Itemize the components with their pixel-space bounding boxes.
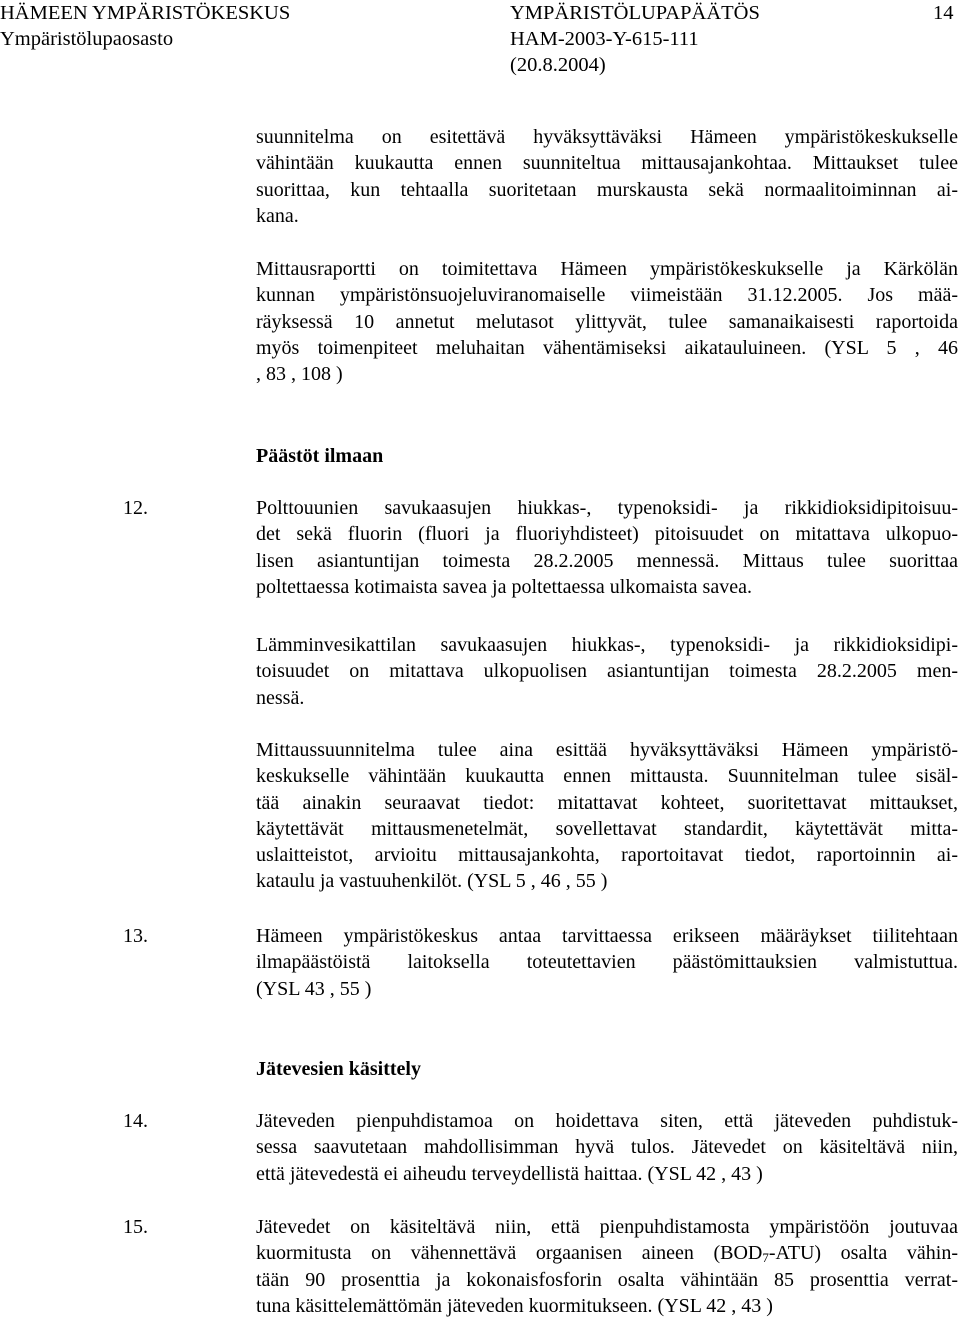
paragraph-measurement-plan xyxy=(256,124,958,229)
text-line: kataulu ja vastuuhenkilöt. (YSL 5 , 46 , 55 ) xyxy=(256,870,608,893)
header-document-type: YMPÄRISTÖLUPAPÄÄTÖS xyxy=(510,2,760,24)
text-line: lisen asiantuntijan toimesta 28.2.2005 mennessä. Mittaus tulee suorittaa xyxy=(256,549,958,572)
paragraph-item-15 xyxy=(256,1214,958,1319)
header-document-date: (20.8.2004) xyxy=(510,54,606,76)
item-number: 15. xyxy=(123,1216,148,1238)
text-line: suorittaa, kun tehtaalla suoritetaan murskausta sekä normaalitoiminnan ai- xyxy=(256,178,958,201)
text-line: Mittausraportti on toimitettava Hämeen ympäristökeskukselle ja Kärkölän xyxy=(256,258,958,280)
text-line: (YSL 43 , 55 ) xyxy=(256,977,372,1000)
text-line: ilmapäästöistä laitoksella toteutettavien päästömittauksien valmistuttua. xyxy=(256,951,958,974)
text-line: käytettävät mittausmenetelmät, sovellettavat standardit, käytettävät mitta- xyxy=(256,817,958,840)
text-line: tään 90 prosenttia ja kokonaisfosforin osalta vähintään 85 prosenttia verrat- xyxy=(256,1268,958,1291)
paragraph-item-14 xyxy=(256,1108,958,1187)
text-bod-suffix: -ATU) osalta vähin- xyxy=(768,1242,958,1265)
header-document-number: HAM-2003-Y-615-111 xyxy=(510,28,699,50)
header-organization: HÄMEEN YMPÄRISTÖKESKUS xyxy=(0,2,291,24)
text-line: tää ainakin seuraavat tiedot: mitattavat kohteet, suoritettavat mittaukset, xyxy=(256,791,958,814)
text-line: vähintään kuukautta ennen suunniteltua mittausajankohtaa. Mittaukset tulee xyxy=(256,152,958,175)
text-line: Polttouunien savukaasujen hiukkas-, typenoksidi- ja rikkidioksidipitoisuu- xyxy=(256,497,958,519)
paragraph-boiler-emissions xyxy=(256,632,958,711)
text-line: Jätevedet on käsiteltävä niin, että pienpuhdistamosta ympäristöön joutuvaa xyxy=(256,1216,958,1238)
header-department: Ympäristölupaosasto xyxy=(0,28,174,50)
text-line: myös toimenpiteet meluhaitan vähentämiseksi aikatauluineen. (YSL 5 , 46 xyxy=(256,336,958,359)
paragraph-item-12 xyxy=(256,495,958,600)
item-number: 13. xyxy=(123,925,148,947)
text-line: kunnan ympäristönsuojeluviranomaiselle viimeistään 31.12.2005. Jos mää- xyxy=(256,284,958,307)
bod-subscript: 7 xyxy=(762,1250,769,1266)
text-line: Jäteveden pienpuhdistamoa on hoidettava siten, että jäteveden puhdistuk- xyxy=(256,1110,958,1132)
paragraph-measurement-plan-contents xyxy=(256,737,958,895)
text-line: uslaitteistot, arvioitu mittausajankohta, raportoitavat tiedot, raportoinnin ai- xyxy=(256,844,958,867)
text-line: Mittaussuunnitelma tulee aina esittää hyväksyttäväksi Hämeen ympäristö- xyxy=(256,739,958,761)
text-line: , 83 , 108 ) xyxy=(256,363,343,386)
text-line: sessa saavutetaan mahdollisimman hyvä tulos. Jätevedet on käsiteltävä niin, xyxy=(256,1136,958,1159)
page-number: 14 xyxy=(933,2,954,24)
text-line: räyksessä 10 annetut melutasot ylittyvät, tulee samanaikaisesti raportoida xyxy=(256,310,958,333)
text-line: toisuudet on mitattava ulkopuolisen asiantuntijan toimesta 28.2.2005 men- xyxy=(256,660,958,683)
item-number: 12. xyxy=(123,497,148,519)
text-line: suunnitelma on esitettävä hyväksyttäväksi Hämeen ympäristökeskukselle xyxy=(256,126,958,148)
section-heading-air-emissions: Päästöt ilmaan xyxy=(256,445,384,467)
text-line: Hämeen ympäristökeskus antaa tarvittaessa erikseen määräykset tiilitehtaan xyxy=(256,925,958,947)
text-line-bod xyxy=(256,1240,958,1266)
text-line: keskukselle vähintään kuukautta ennen mittausta. Suunnitelman tulee sisäl- xyxy=(256,765,958,788)
text-bod-prefix: kuormitusta on vähennettävä orgaanisen aineen (BOD xyxy=(256,1242,763,1265)
item-number: 14. xyxy=(123,1110,148,1132)
text-line: kana. xyxy=(256,204,299,227)
text-line: poltettaessa kotimaista savea ja poltettaessa ulkomaista savea. xyxy=(256,575,752,598)
paragraph-measurement-report xyxy=(256,256,958,387)
section-heading-wastewater: Jätevesien käsittely xyxy=(256,1058,421,1080)
paragraph-item-13 xyxy=(256,923,958,1002)
text-line: det sekä fluorin (fluori ja fluoriyhdisteet) pitoisuudet on mitattava ulkopuo- xyxy=(256,523,958,546)
text-line: nessä. xyxy=(256,686,305,709)
text-line: Lämminvesikattilan savukaasujen hiukkas-, typenoksidi- ja rikkidioksidipi- xyxy=(256,634,958,656)
text-line: tuna käsittelemättömän jäteveden kuormitukseen. (YSL 42 , 43 ) xyxy=(256,1294,773,1317)
text-line: että jätevedestä ei aiheudu terveydellistä haittaa. (YSL 42 , 43 ) xyxy=(256,1162,763,1185)
